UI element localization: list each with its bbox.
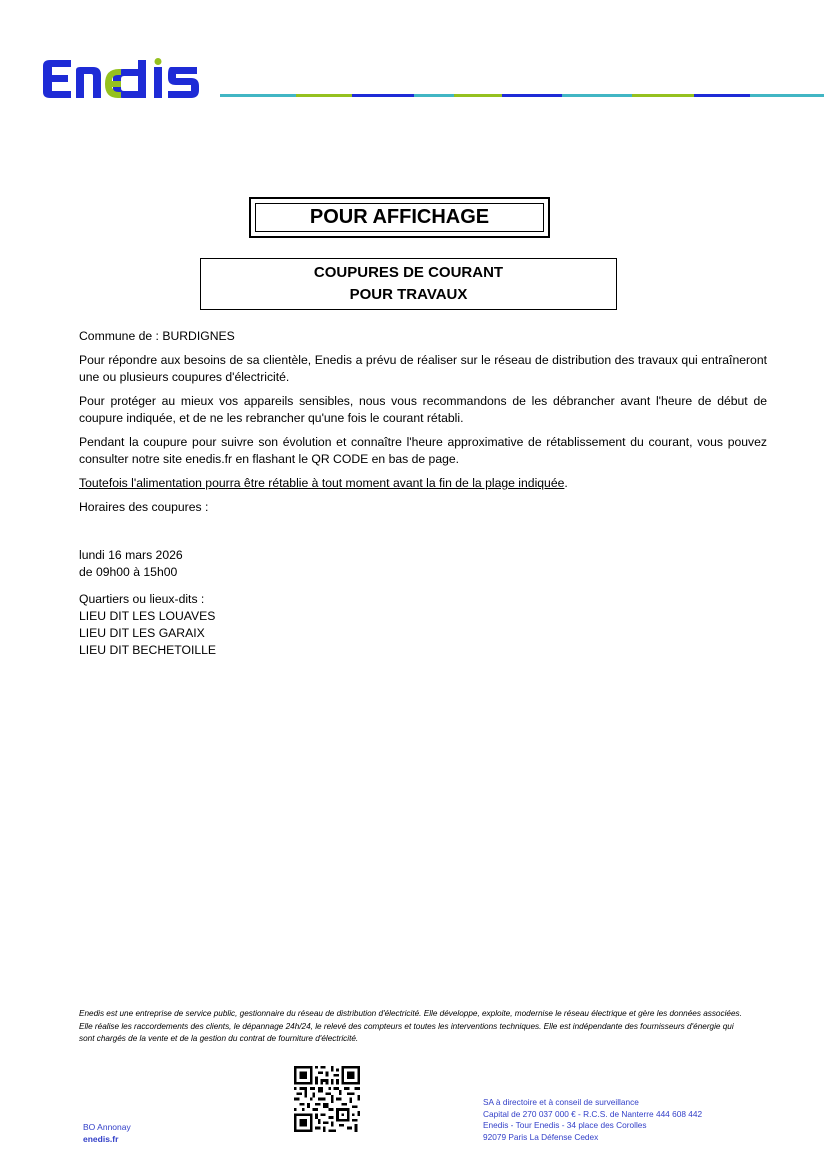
title-box: [249, 197, 550, 238]
warning-suffix: .: [564, 476, 568, 490]
qr-code-icon[interactable]: [294, 1066, 360, 1132]
company-line: Capital de 270 037 000 € - R.C.S. de Nanterre 444 608 442: [483, 1108, 703, 1119]
commune-line: Commune de : BURDIGNES: [79, 329, 235, 343]
locations-heading: Quartiers ou lieux-dits :: [79, 592, 205, 606]
header-divider: [220, 94, 824, 97]
schedule-heading: Horaires des coupures :: [79, 500, 209, 514]
schedule-hours: de 09h00 à 15h00: [79, 565, 178, 579]
company-line: SA à directoire et à conseil de surveillance: [483, 1097, 639, 1107]
subtitle-line-2: POUR TRAVAUX: [349, 286, 468, 303]
schedule-block: [79, 547, 767, 581]
location-item: LIEU DIT LES GARAIX: [79, 626, 205, 640]
warning-text: Toutefois l'alimentation pourra être rétablie à tout moment avant la fin de la plage indiquée: [79, 476, 565, 490]
company-line: 92079 Paris La Défense Cedex: [483, 1131, 599, 1142]
enedis-logo: [41, 58, 215, 100]
company-line: Enedis - Tour Enedis - 34 place des Corolles: [483, 1120, 647, 1131]
location-item: LIEU DIT BECHETOILLE: [79, 643, 217, 657]
page-title: POUR AFFICHAGE: [255, 203, 544, 232]
subtitle-line-1: COUPURES DE COURANT: [313, 264, 504, 281]
subtitle-box: [200, 258, 617, 310]
notice-body: [79, 328, 767, 659]
paragraph-follow: Pendant la coupure pour suivre son évolution et connaître l'heure approximative de rétablissement du courant, vous pouvez consulter notre site enedis.fr en flashant le QR CODE en bas de page.: [79, 435, 767, 466]
website-link[interactable]: enedis.fr: [83, 1134, 119, 1144]
agency-name: BO Annonay: [83, 1122, 131, 1132]
locations-block: [79, 591, 767, 659]
company-info: [483, 1097, 702, 1143]
warning-line: [79, 475, 767, 492]
footer-legal-text: Enedis est une entreprise de service public, gestionnaire du réseau de distribution d'électricité. Elle développe, exploite, modernise le réseau électrique et gère les données associées. Elle réalise les raccordements des clients, le dépannage 24h/24, le relevé des compteurs et toutes les interventions techniques. Elle est indépendante des fournisseurs d'énergie qui sont chargés de la vente et de la gestion du contrat de fourniture d'électricité.: [79, 1009, 742, 1043]
location-item: LIEU DIT LES LOUAVES: [79, 609, 216, 623]
paragraph-protect: Pour protéger au mieux vos appareils sensibles, nous vous recommandons de les débrancher avant l'heure de début de coupure indiquée, et de ne les rebrancher qu'une fois le courant rétabli.: [79, 394, 767, 425]
schedule-date: lundi 16 mars 2026: [79, 548, 183, 562]
agency-block: [83, 1121, 131, 1145]
paragraph-needs: Pour répondre aux besoins de sa clientèle, Enedis a prévu de réaliser sur le réseau de distribution des travaux qui entraîneront une ou plusieurs coupures d'électricité.: [79, 353, 767, 384]
